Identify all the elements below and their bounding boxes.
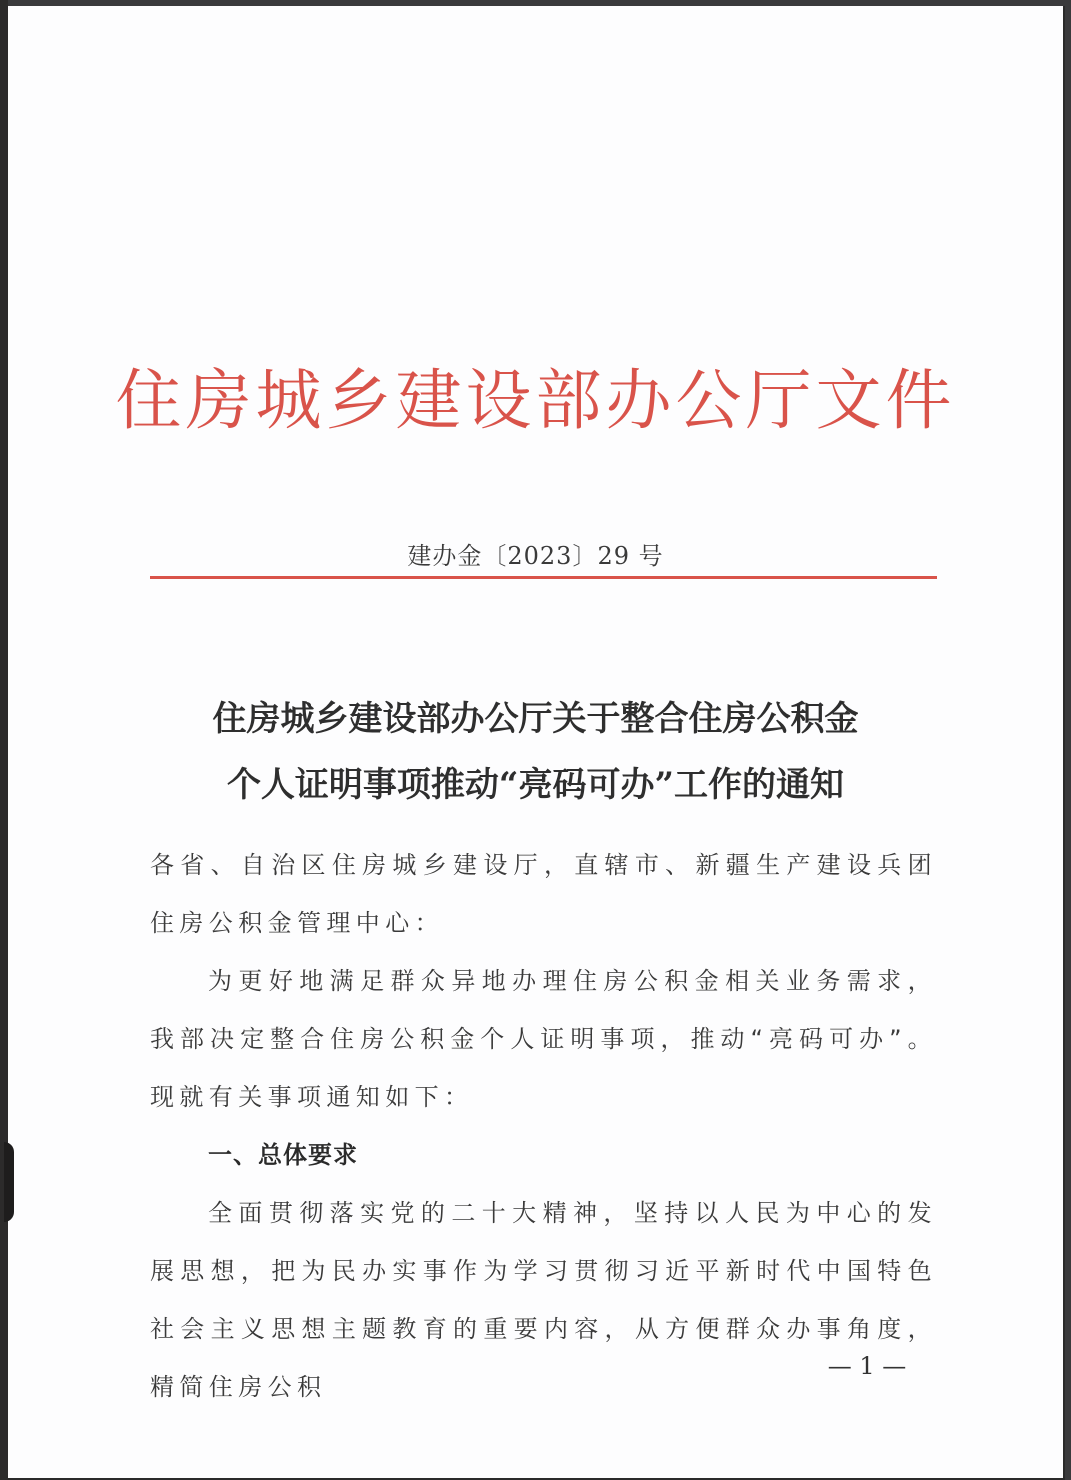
notice-body	[150, 836, 937, 1416]
notice-title-line-1: 住房城乡建设部办公厅关于整合住房公积金	[212, 699, 859, 739]
notice-title	[0, 686, 1071, 818]
red-separator-rule	[150, 576, 937, 579]
addressee: 各省、自治区住房城乡建设厅，直辖市、新疆生产建设兵团住房公积金管理中心：	[150, 851, 937, 937]
section-heading: 一、总体要求	[208, 1141, 358, 1169]
document-number: 建办金〔2023〕29 号	[407, 542, 664, 570]
binding-hole-mark	[4, 1142, 14, 1222]
section-paragraph: 全面贯彻落实党的二十大精神，坚持以人民为中心的发展思想，把为民办实事作为学习贯彻习近平新时代中国特色社会主义思想主题教育的重要内容，从方便群众办事角度，精简住房公积	[150, 1199, 937, 1401]
masthead-title: 住房城乡建设部办公厅文件	[115, 362, 956, 439]
notice-title-line-2: 个人证明事项推动“亮码可办”工作的通知	[226, 765, 845, 805]
intro-paragraph: 为更好地满足群众异地办理住房公积金相关业务需求，我部决定整合住房公积金个人证明事项，推动“亮码可办”。现就有关事项通知如下：	[150, 967, 937, 1111]
page-number: — 1 —	[827, 1352, 907, 1380]
